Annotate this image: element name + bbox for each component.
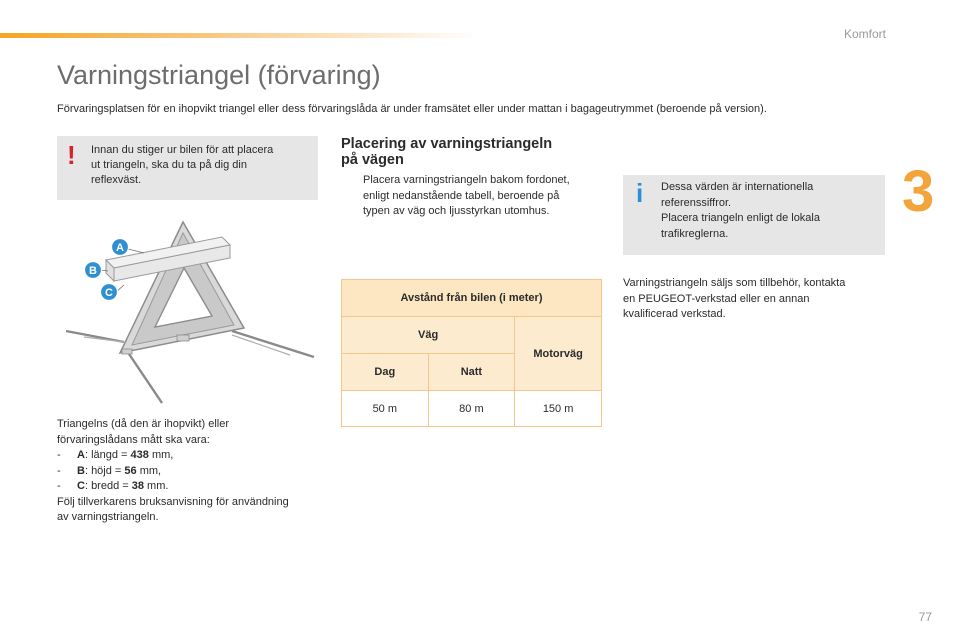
page-title: Varningstriangel (förvaring) [57, 60, 381, 90]
placement-bullet: Placera varningstriangeln bakom fordonet, enligt nedanstående tabell, beroende på typen av väg och ljusstyrkan utomhus. [363, 174, 570, 217]
info-text: Dessa värden är internationella referenssiffror. Placera triangeln enligt de lokala trafikreglerna. [661, 181, 820, 240]
table-motorway-value: 150 m [515, 391, 602, 427]
warning-box [57, 136, 318, 200]
table-night-header: Natt [428, 354, 515, 391]
section-label: Komfort [843, 27, 886, 41]
table-row [342, 391, 602, 427]
header-accent-bar [0, 33, 480, 38]
table-motorway-header: Motorväg [515, 317, 602, 391]
table-day-value: 50 m [342, 391, 429, 427]
table-day-header: Dag [342, 354, 429, 391]
placement-heading: Placering av varningstriangeln på vägen [341, 136, 553, 168]
dimension-item-a: - A: längd = 438 mm, [57, 449, 174, 461]
table-night-value: 80 m [428, 391, 515, 427]
svg-text:B: B [89, 265, 97, 277]
accessory-note: Varningstriangeln säljs som tillbehör, kontakta en PEUGEOT-verkstad eller en annan kvalificerad verkstad. [623, 277, 846, 320]
table-road-header: Väg [342, 317, 515, 354]
exclamation-icon: ! [67, 140, 76, 170]
warning-text: Innan du stiger ur bilen för att placera ut triangeln, ska du ta på dig din reflexväst. [91, 144, 274, 186]
dimensions-text: Triangelns (då den är ihopvikt) eller förvaringslådans mått ska vara: - A: längd = 438 mm, - B: höjd = 56 mm, - C: bredd = 38 mm. Följ tillverkarens bruksanvisning för användning av varningstriangeln. [57, 417, 327, 526]
table-header: Avstånd från bilen (i meter) [342, 280, 602, 317]
warning-triangle-illustration [62, 215, 320, 407]
info-box [623, 175, 885, 255]
info-icon: i [636, 178, 644, 208]
dimension-item-b: - B: höjd = 56 mm, [57, 464, 162, 477]
dimension-item-c: - C: bredd = 38 mm. [57, 480, 169, 492]
svg-text:C: C [105, 287, 113, 299]
svg-text:A: A [116, 242, 124, 254]
distance-table [341, 279, 602, 427]
label-b-badge [85, 262, 102, 279]
page-number: 77 [918, 610, 932, 624]
label-c-badge [101, 284, 118, 301]
chapter-number: 3 [902, 159, 935, 224]
label-a-badge [112, 239, 129, 256]
intro-text: Förvaringsplatsen för en ihopvikt triangel eller dess förvaringslåda är under framsätet eller under mattan i bagageutrymmet (beroende på version). [57, 103, 767, 115]
